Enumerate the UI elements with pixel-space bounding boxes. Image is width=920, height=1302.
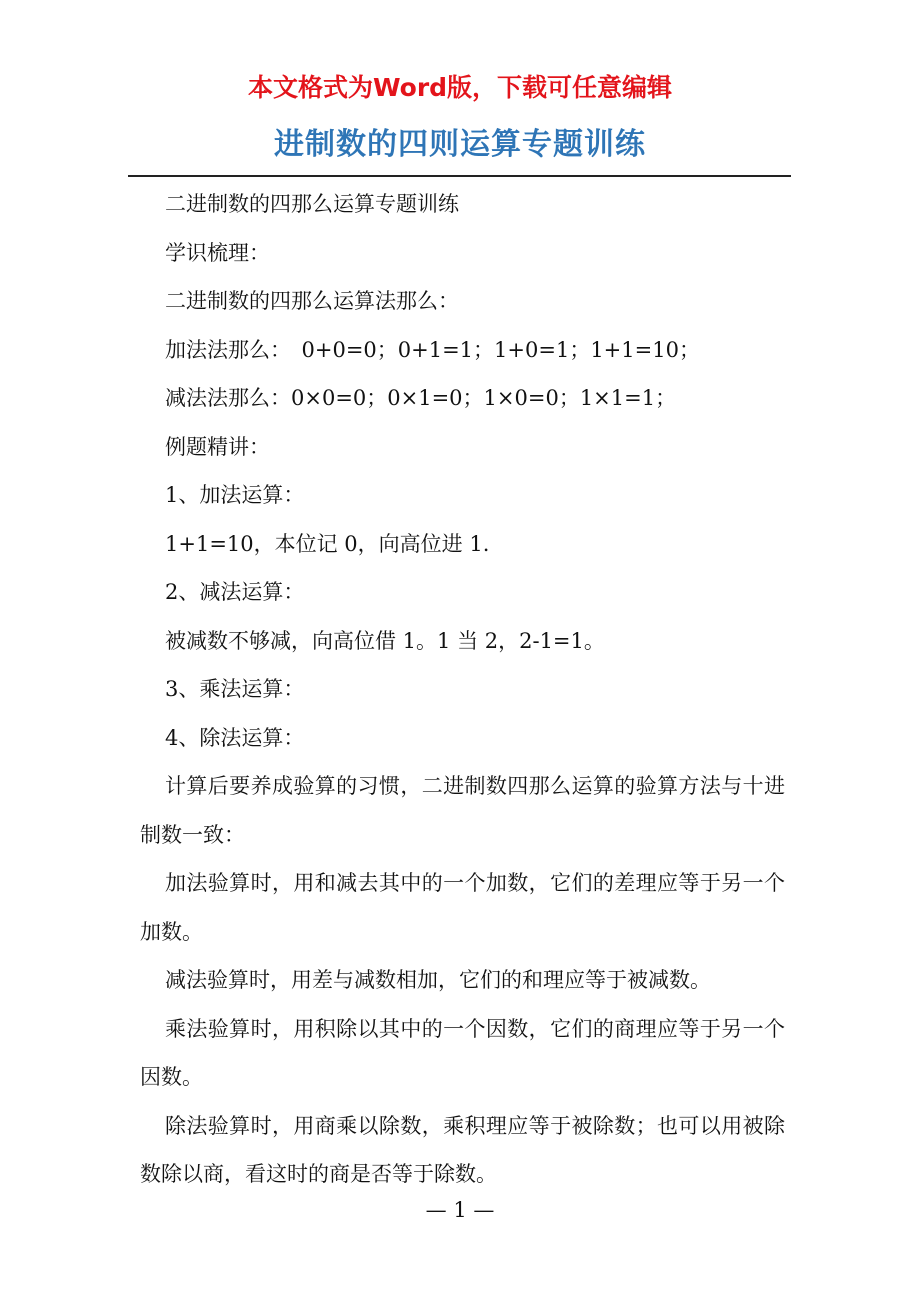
paragraph-addition-detail: 1+1=10，本位记 0，向高位进 1. (165, 531, 490, 556)
paragraph-multiplication-title: 3、乘法运算： (165, 677, 305, 701)
paragraph-subtraction-rule: 减法法那么：0×0=0；0×1=0；1×0=0；1×1=1； (165, 386, 677, 410)
paragraph-subtraction-title: 2、减法运算： (165, 580, 305, 604)
paragraph-verification-intro: 计算后要养成验算的习惯，二进制数四那么运算的验算方法与十进制数一致： (140, 774, 785, 847)
document-body (140, 180, 785, 1199)
paragraph-heading: 二进制数的四那么运算专题训练 (165, 192, 459, 216)
paragraph-division-check: 除法验算时，用商乘以除数，乘积理应等于被除数；也可以用被除数除以商，看这时的商是否等于除数。 (140, 1113, 785, 1186)
paragraph-addition-rule: 加法法那么： 0+0=0；0+1=1；1+0=1；1+1=10； (165, 337, 700, 362)
page-number: — 1 — (425, 1198, 495, 1222)
paragraph-addition-title: 1、加法运算： (165, 483, 305, 507)
document-title: 进制数的四则运算专题训练 (274, 127, 646, 162)
paragraph-addition-check: 加法验算时，用和减去其中的一个加数，它们的差理应等于另一个加数。 (140, 871, 785, 944)
paragraph-rules-intro: 二进制数的四那么运算法那么： (165, 289, 459, 313)
paragraph-knowledge-review: 学识梳理： (165, 240, 270, 265)
paragraph-division-title: 4、除法运算： (165, 725, 305, 750)
paragraph-examples: 例题精讲： (165, 434, 270, 459)
title-divider (128, 175, 791, 177)
paragraph-subtraction-check: 减法验算时，用差与减数相加，它们的和理应等于被减数。 (165, 968, 711, 992)
editable-format-banner: 本文格式为Word版，下载可任意编辑 (247, 73, 673, 102)
paragraph-subtraction-detail: 被减数不够减，向高位借 1。1 当 2，2-1=1。 (165, 628, 605, 653)
paragraph-multiplication-check: 乘法验算时，用积除以其中的一个因数，它们的商理应等于另一个因数。 (140, 1016, 785, 1089)
